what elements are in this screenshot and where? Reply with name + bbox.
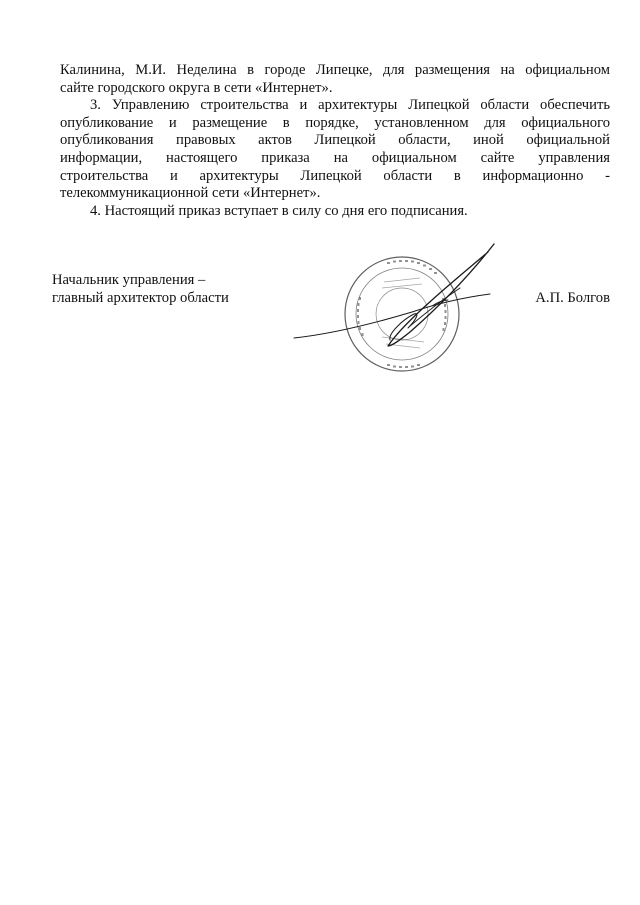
stamp-and-signature (292, 242, 532, 392)
paragraph-line: Калинина, М.И. Неделина в городе Липецке, для размещения на официальном (60, 62, 610, 78)
paragraph-item-3 (60, 97, 610, 203)
paragraph-line: сайте городского округа в сети «Интернет». (60, 79, 333, 96)
seal-stamp (345, 257, 459, 371)
paragraph-line: опубликования правовых актов Липецкой области, иной официальной (60, 132, 610, 149)
signer-position-line: главный архитектор области (52, 289, 229, 306)
official-seal-icon (292, 242, 532, 392)
signer-position-line: Начальник управления – (52, 272, 206, 288)
signer-name: А.П. Болгов (535, 290, 610, 306)
handwritten-signature (294, 244, 494, 346)
paragraph-line: 4. Настоящий приказ вступает в силу со дня его подписания. (90, 202, 468, 219)
paragraph-line: строительства и архитектуры Липецкой области в информационно - (60, 167, 610, 184)
paragraph-line: телекоммуникационной сети «Интернет». (60, 185, 321, 202)
paragraph-line: опубликование и размещение в порядке, установленном для официального (60, 114, 610, 131)
paragraph-line: 3. Управлению строительства и архитектуры Липецкой области обеспечить (90, 97, 610, 114)
signer-position (52, 272, 229, 307)
paragraph-item-4 (60, 203, 610, 221)
paragraph-continuation (60, 62, 610, 97)
document-body (60, 62, 610, 220)
paragraph-line: информации, настоящего приказа на официальном сайте управления (60, 149, 610, 166)
signature-block (52, 270, 612, 400)
